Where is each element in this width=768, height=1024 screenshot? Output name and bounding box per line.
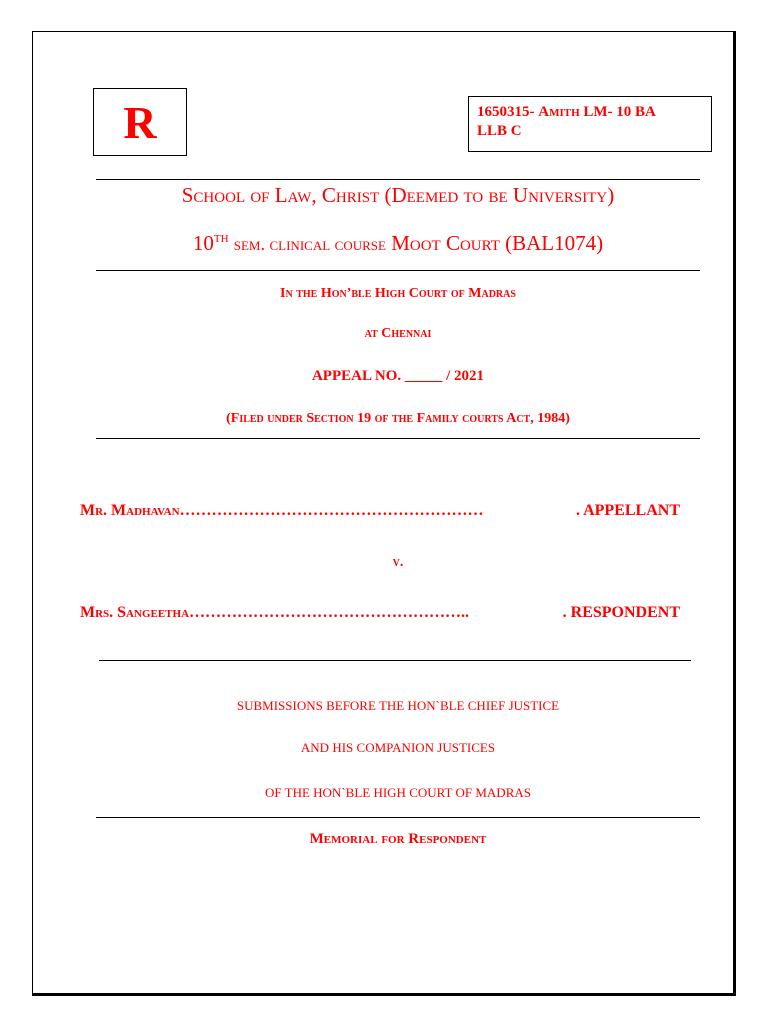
filed-under: (Filed under Section 19 of the Family courts Act, 1984) <box>226 411 570 426</box>
divider-submissions <box>96 817 700 818</box>
appellant-dots: ………………………………………………… <box>179 502 484 519</box>
divider-parties <box>99 660 691 661</box>
submission-line-3: OF THE HON`BLE HIGH COURT OF MADRAS <box>265 785 531 800</box>
course-semester: sem. clinical course <box>233 234 386 254</box>
court-name: In the Hon’ble High Court of Madras <box>280 286 516 301</box>
author-roll-number: 1650315- <box>477 104 535 120</box>
appellant-name: Mr. Madhavan <box>80 502 180 519</box>
respondent-dots: …………………………………………….. <box>189 604 470 621</box>
author-class-suffix: LM- 10 BA <box>583 104 656 120</box>
divider-top <box>96 179 700 180</box>
author-id-line2: LLB C <box>477 123 522 139</box>
university-heading: School of Law, Christ (Deemed to be University) <box>181 183 615 207</box>
memorial-title: Memorial for Respondent <box>309 831 487 847</box>
divider-header <box>96 270 700 271</box>
appeal-number: APPEAL NO. _____ / 2021 <box>311 368 485 384</box>
author-id-line1 <box>477 103 703 122</box>
author-name: Amith <box>538 104 580 120</box>
course-superscript: TH <box>213 233 229 245</box>
course-name: Moot Court (BAL1074) <box>391 231 604 255</box>
course-heading <box>96 231 700 256</box>
appellant-role: . APPELLANT <box>575 502 680 519</box>
respondent-role: . RESPONDENT <box>562 604 680 621</box>
respondent-name: Mrs. Sangeetha <box>80 604 190 621</box>
course-number: 10 <box>192 231 214 255</box>
versus: v. <box>392 555 404 570</box>
submission-line-1: SUBMISSIONS BEFORE THE HON`BLE CHIEF JUSTICE <box>236 698 560 713</box>
submission-line-2: AND HIS COMPANION JUSTICES <box>300 740 496 755</box>
divider-court <box>96 438 700 439</box>
team-code-box <box>93 88 187 156</box>
respondent-line <box>80 604 680 622</box>
author-id-box <box>468 96 712 152</box>
court-location: at Chennai <box>364 326 432 341</box>
team-code: R <box>123 96 157 148</box>
appellant-line <box>80 502 680 520</box>
